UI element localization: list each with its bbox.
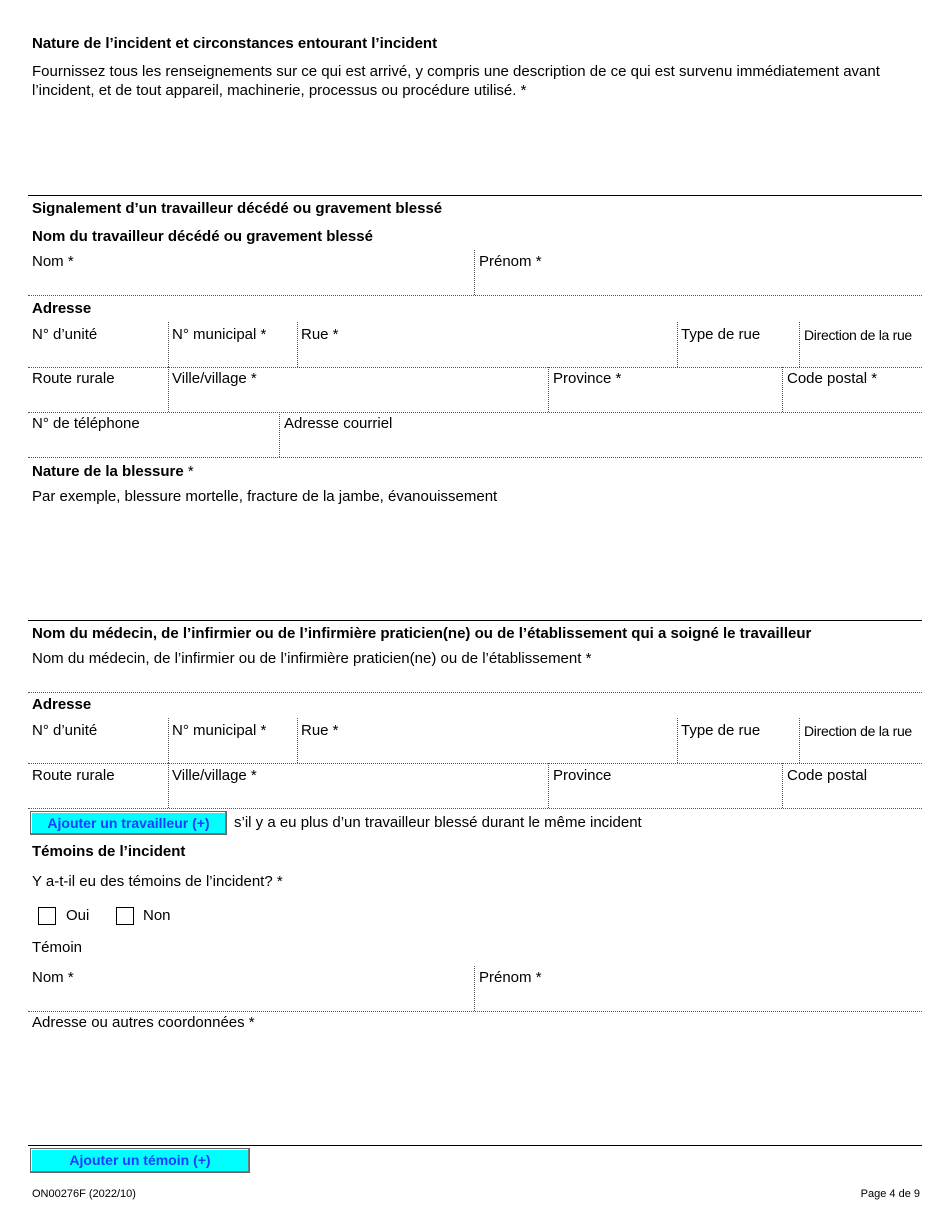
worker-rural-route-label: Route rurale bbox=[32, 370, 115, 387]
worker-name-heading: Nom du travailleur décédé ou gravement blessé bbox=[32, 228, 373, 245]
witness-label: Témoin bbox=[32, 939, 83, 956]
worker-street-number-field[interactable] bbox=[169, 322, 297, 367]
doctor-name-field[interactable] bbox=[28, 647, 922, 692]
witness-yes-label: Oui bbox=[66, 907, 90, 924]
row-divider bbox=[28, 808, 922, 809]
incident-description-line1: Fournissez tous les renseignements sur ce qui est arrivé, y compris une description de ce qui est survenu immédiatement avant bbox=[32, 63, 880, 80]
incident-description-field[interactable] bbox=[28, 104, 922, 194]
injury-example: Par exemple, blessure mortelle, fracture de la jambe, évanouissement bbox=[32, 488, 498, 505]
section-divider bbox=[28, 1145, 922, 1146]
row-divider bbox=[28, 295, 922, 296]
injury-heading-group bbox=[32, 463, 194, 481]
row-divider bbox=[28, 457, 922, 458]
worker-unit-field[interactable] bbox=[28, 322, 168, 367]
add-worker-button[interactable]: Ajouter un travailleur (+) bbox=[30, 811, 227, 835]
doctor-unit-field[interactable] bbox=[28, 718, 168, 763]
worker-street-direction-label: Direction de la rue bbox=[804, 327, 912, 343]
witness-no-label: Non bbox=[143, 907, 171, 924]
section-divider bbox=[28, 195, 922, 196]
witness-yes-checkbox[interactable] bbox=[38, 907, 56, 925]
witness-address-field[interactable] bbox=[28, 1035, 922, 1143]
witnesses-heading: Témoins de l’incident bbox=[32, 843, 186, 860]
injury-heading: Nature de la blessure bbox=[32, 463, 184, 480]
doctor-city-label: Ville/village * bbox=[172, 767, 257, 784]
worker-section-heading: Signalement d’un travailleur décédé ou gravement blessé bbox=[32, 200, 443, 217]
row-divider bbox=[28, 692, 922, 693]
doctor-street-label: Rue * bbox=[301, 722, 339, 739]
doctor-province-field[interactable] bbox=[549, 763, 782, 808]
worker-email-label: Adresse courriel bbox=[284, 415, 393, 432]
doctor-unit-label: N° d’unité bbox=[32, 722, 98, 739]
row-divider bbox=[28, 1011, 922, 1012]
witnesses-question: Y a-t-il eu des témoins de l’incident? * bbox=[32, 873, 283, 890]
worker-street-field[interactable] bbox=[298, 322, 677, 367]
doctor-street-direction-field[interactable] bbox=[800, 718, 922, 763]
witness-last-name-field[interactable] bbox=[28, 966, 474, 1011]
worker-email-field[interactable] bbox=[280, 412, 922, 457]
worker-postal-code-label: Code postal * bbox=[787, 370, 878, 387]
doctor-rural-route-field[interactable] bbox=[28, 763, 168, 808]
doctor-street-number-label: N° municipal * bbox=[172, 722, 267, 739]
form-code: ON00276F (2022/10) bbox=[32, 1188, 136, 1200]
doctor-street-number-field[interactable] bbox=[169, 718, 297, 763]
incident-description-line2: l’incident, et de tout appareil, machinerie, processus ou procédure utilisé. * bbox=[32, 82, 527, 99]
doctor-postal-code-field[interactable] bbox=[783, 763, 922, 808]
doctor-rural-route-label: Route rurale bbox=[32, 767, 115, 784]
worker-first-name-label: Prénom * bbox=[479, 253, 542, 270]
worker-postal-code-field[interactable] bbox=[783, 367, 922, 412]
worker-rural-route-field[interactable] bbox=[28, 367, 168, 412]
witness-no-checkbox[interactable] bbox=[116, 907, 134, 925]
incident-heading: Nature de l’incident et circonstances entourant l’incident bbox=[32, 35, 438, 52]
worker-phone-field[interactable] bbox=[28, 412, 279, 457]
injury-required-mark: * bbox=[187, 463, 194, 480]
worker-first-name-field[interactable] bbox=[475, 250, 922, 295]
worker-city-label: Ville/village * bbox=[172, 370, 257, 387]
doctor-street-field[interactable] bbox=[298, 718, 677, 763]
section-divider bbox=[28, 620, 922, 621]
doctor-postal-code-label: Code postal bbox=[787, 767, 868, 784]
doctor-street-type-label: Type de rue bbox=[681, 722, 761, 739]
worker-street-direction-field[interactable] bbox=[800, 322, 922, 367]
doctor-address-heading: Adresse bbox=[32, 696, 92, 713]
worker-street-label: Rue * bbox=[301, 326, 339, 343]
worker-province-field[interactable] bbox=[549, 367, 782, 412]
worker-street-type-field[interactable] bbox=[678, 322, 799, 367]
witness-address-label: Adresse ou autres coordonnées * bbox=[32, 1014, 255, 1031]
witness-first-name-label: Prénom * bbox=[479, 969, 542, 986]
worker-last-name-field[interactable] bbox=[28, 250, 474, 295]
worker-street-type-label: Type de rue bbox=[681, 326, 761, 343]
witness-first-name-field[interactable] bbox=[475, 966, 922, 1011]
worker-street-number-label: N° municipal * bbox=[172, 326, 267, 343]
add-witness-button[interactable]: Ajouter un témoin (+) bbox=[30, 1148, 250, 1173]
doctor-street-type-field[interactable] bbox=[678, 718, 799, 763]
injury-description-field[interactable] bbox=[28, 508, 922, 618]
worker-phone-label: N° de téléphone bbox=[32, 415, 140, 432]
page-number: Page 4 de 9 bbox=[860, 1188, 920, 1200]
doctor-city-field[interactable] bbox=[169, 763, 548, 808]
worker-unit-label: N° d’unité bbox=[32, 326, 98, 343]
doctor-name-label: Nom du médecin, de l’infirmier ou de l’infirmière praticien(ne) ou de l’établissement * bbox=[32, 650, 592, 667]
worker-city-field[interactable] bbox=[169, 367, 548, 412]
doctor-street-direction-label: Direction de la rue bbox=[804, 723, 912, 739]
doctor-heading: Nom du médecin, de l’infirmier ou de l’infirmière praticien(ne) ou de l’établissement qui a soigné le travailleur bbox=[32, 625, 812, 642]
add-worker-note: s’il y a eu plus d’un travailleur blessé durant le même incident bbox=[234, 814, 642, 831]
witness-last-name-label: Nom * bbox=[32, 969, 74, 986]
worker-address-heading: Adresse bbox=[32, 300, 92, 317]
worker-province-label: Province * bbox=[553, 370, 622, 387]
doctor-province-label: Province bbox=[553, 767, 612, 784]
worker-last-name-label: Nom * bbox=[32, 253, 74, 270]
